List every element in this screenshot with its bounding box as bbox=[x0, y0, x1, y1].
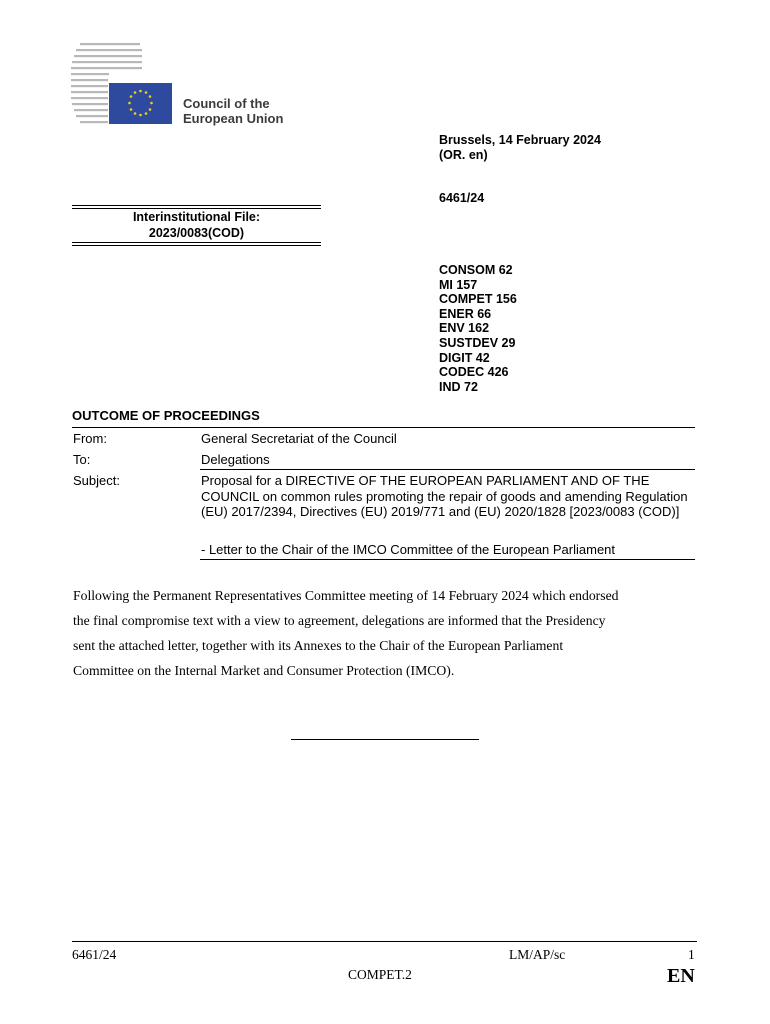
organization-name bbox=[183, 96, 283, 126]
document-number: 6461/24 bbox=[439, 191, 485, 205]
from-value: General Secretariat of the Council bbox=[201, 431, 397, 446]
subject-code: IND 72 bbox=[439, 379, 478, 394]
subject-codes bbox=[439, 263, 517, 394]
paragraph-line: the final compromise text with a view to agreement, delegations are informed that the Presidency bbox=[73, 613, 606, 628]
to-value: Delegations bbox=[201, 452, 270, 467]
footer-rule bbox=[72, 941, 697, 942]
from-label: From: bbox=[73, 431, 107, 446]
section-heading: OUTCOME OF PROCEEDINGS bbox=[72, 408, 260, 423]
paragraph-line: sent the attached letter, together with its Annexes to the Chair of the European Parliament bbox=[73, 638, 564, 653]
subject-code: COMPET 156 bbox=[439, 292, 517, 307]
footer-document-number: 6461/24 bbox=[72, 947, 117, 962]
subject-code: CONSOM 62 bbox=[439, 263, 513, 277]
eu-flag bbox=[109, 83, 172, 124]
organization-name-line2: European Union bbox=[183, 111, 284, 126]
end-separator bbox=[291, 739, 479, 740]
place-date: Brussels, 14 February 2024 bbox=[439, 133, 601, 147]
interinstitutional-label: Interinstitutional File: bbox=[132, 210, 261, 224]
subject-code: ENV 162 bbox=[439, 321, 490, 336]
table-top-rule bbox=[72, 427, 695, 428]
council-of-eu-emblem-icon bbox=[70, 40, 180, 130]
paragraph-line: Committee on the Internal Market and Consumer Protection (IMCO). bbox=[73, 663, 455, 678]
subject-code: CODEC 426 bbox=[439, 365, 509, 380]
council-logo bbox=[70, 40, 180, 130]
subject-code: SUSTDEV 29 bbox=[439, 335, 516, 350]
paragraph-line: Following the Permanent Representatives Committee meeting of 14 February 2024 which endorsed bbox=[73, 588, 619, 603]
subject-code: ENER 66 bbox=[439, 306, 492, 321]
organization-name-line1: Council of the bbox=[183, 96, 270, 111]
footer-initials: LM/AP/sc bbox=[509, 947, 566, 962]
body-paragraph bbox=[73, 583, 703, 683]
subject-code: DIGIT 42 bbox=[439, 350, 490, 365]
to-subject-rule bbox=[200, 469, 695, 470]
subject-code: MI 157 bbox=[439, 277, 478, 292]
interinstitutional-file-box bbox=[72, 205, 321, 245]
footer-page-number: 1 bbox=[688, 947, 695, 962]
interinstitutional-number: 2023/0083(COD) bbox=[148, 226, 245, 240]
place-date-block bbox=[439, 133, 601, 162]
subject-note: - Letter to the Chair of the IMCO Committee of the European Parliament bbox=[201, 542, 616, 557]
original-language: (OR. en) bbox=[439, 147, 488, 162]
footer-department: COMPET.2 bbox=[348, 967, 412, 982]
subject-label: Subject: bbox=[73, 473, 120, 488]
to-label: To: bbox=[73, 452, 91, 467]
footer-language: EN bbox=[667, 965, 695, 987]
table-bottom-rule bbox=[200, 559, 695, 560]
subject-value: Proposal for a DIRECTIVE OF THE EUROPEAN PARLIAMENT AND OF THE COUNCIL on common rules promoting the repair of goods and amending Regulation (EU) 2017/2394, Directives (EU) 2019/771 and (EU) 2020/1828 [2023/0083 (COD)] bbox=[201, 473, 688, 519]
